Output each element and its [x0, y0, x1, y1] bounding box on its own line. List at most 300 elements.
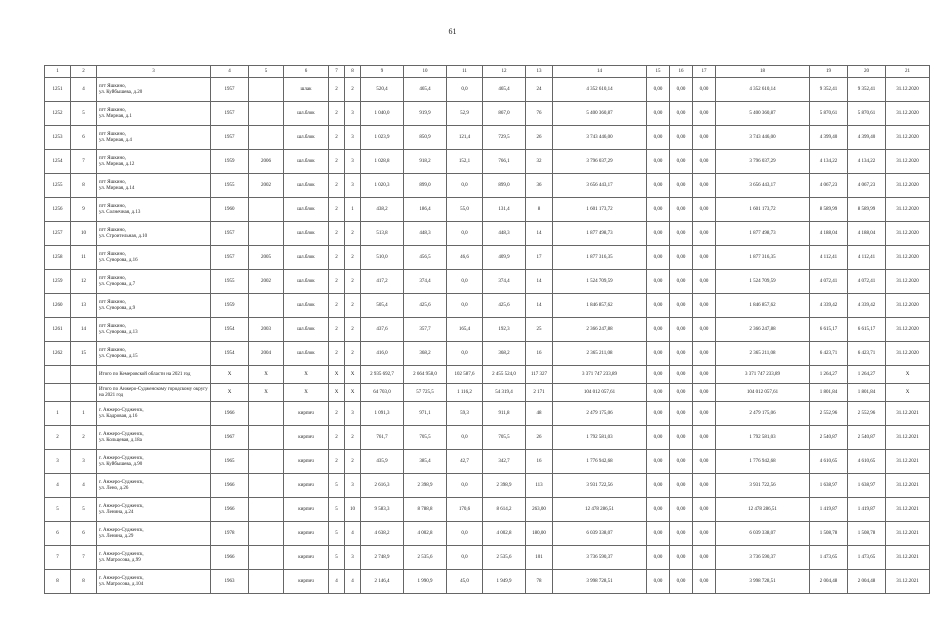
- table-cell: 31.12.2021: [886, 450, 930, 474]
- table-cell: 104 012 057,61: [553, 384, 647, 402]
- table-cell: 1 028,8: [361, 150, 404, 174]
- table-cell: 31.12.2021: [886, 402, 930, 426]
- table-cell: 121,4: [447, 126, 483, 150]
- table-cell: 0,00: [647, 450, 670, 474]
- table-cell: 2 748,9: [361, 546, 404, 570]
- table-cell: [249, 102, 284, 126]
- table-cell: 45,0: [447, 570, 483, 594]
- table-cell: 510,0: [361, 246, 404, 270]
- table-cell: 0,00: [693, 246, 716, 270]
- table-cell: 1959: [211, 294, 249, 318]
- table-cell: 31.12.2020: [886, 318, 930, 342]
- column-number-cell: 18: [716, 66, 810, 78]
- table-cell: 1 040,0: [361, 102, 404, 126]
- table-cell: X: [886, 384, 930, 402]
- table-cell: 2 455 524,0: [483, 366, 526, 384]
- table-cell: 0,00: [647, 366, 670, 384]
- column-number-cell: 15: [647, 66, 670, 78]
- table-cell: [249, 546, 284, 570]
- table-cell: 6: [71, 126, 97, 150]
- address-cell: [97, 342, 211, 366]
- table-cell: 2: [329, 294, 345, 318]
- table-cell: 1955: [211, 174, 249, 198]
- address-street: ул. Кольцевая, д.18а: [99, 437, 142, 443]
- column-number-cell: 6: [284, 66, 329, 78]
- table-cell: 368,2: [404, 342, 447, 366]
- table-cell: шл.блок: [284, 342, 329, 366]
- table-cell: 1251: [45, 78, 71, 102]
- table-cell: 1 508,78: [810, 522, 848, 546]
- table-cell: 2: [45, 426, 71, 450]
- table-cell: 1957: [211, 102, 249, 126]
- table-cell: 1957: [211, 222, 249, 246]
- table-cell: 971,1: [404, 402, 447, 426]
- table-cell: [45, 384, 71, 402]
- table-cell: 4 067,23: [810, 174, 848, 198]
- table-cell: 0,00: [670, 126, 693, 150]
- column-number-cell: 20: [848, 66, 886, 78]
- table-cell: 1 419,87: [810, 498, 848, 522]
- table-cell: 4 188,04: [810, 222, 848, 246]
- table-cell: 0,00: [693, 426, 716, 450]
- table-cell: шл.блок: [284, 126, 329, 150]
- table-cell: 3 796 037,29: [716, 150, 810, 174]
- table-cell: 4 002,8: [404, 522, 447, 546]
- table-cell: 1954: [211, 342, 249, 366]
- table-cell: 3 371 747 233,89: [716, 366, 810, 384]
- table-cell: 0,00: [647, 222, 670, 246]
- table-cell: 2: [345, 342, 361, 366]
- address-cell: [97, 102, 211, 126]
- table-cell: 0,00: [647, 522, 670, 546]
- table-cell: 1: [71, 402, 97, 426]
- address-settlement: г. Анжеро-Судженск,: [99, 431, 144, 437]
- table-cell: 0,00: [693, 126, 716, 150]
- table-cell: 0,00: [647, 102, 670, 126]
- table-cell: 6 615,17: [810, 318, 848, 342]
- table-cell: 4 134,22: [810, 150, 848, 174]
- table-cell: 1 091,3: [361, 402, 404, 426]
- address-cell: [97, 426, 211, 450]
- table-cell: 435,9: [361, 450, 404, 474]
- table-cell: 417,2: [361, 270, 404, 294]
- table-cell: 456,5: [404, 246, 447, 270]
- table-cell: 385,4: [404, 450, 447, 474]
- address-street: ул. Матросова, д.99: [99, 557, 141, 563]
- table-cell: 0,0: [447, 270, 483, 294]
- table-cell: 0,00: [693, 294, 716, 318]
- table-cell: шл.блок: [284, 174, 329, 198]
- table-cell: 2: [345, 318, 361, 342]
- table-cell: 761,7: [361, 426, 404, 450]
- table-cell: 1966: [211, 546, 249, 570]
- address-cell: [97, 270, 211, 294]
- column-number-cell: 10: [404, 66, 447, 78]
- table-cell: 192,3: [483, 318, 526, 342]
- table-cell: 0,00: [670, 174, 693, 198]
- table-cell: 31.12.2020: [886, 102, 930, 126]
- table-cell: 1 508,78: [848, 522, 886, 546]
- table-cell: 55,0: [447, 198, 483, 222]
- table-cell: 867,0: [483, 102, 526, 126]
- table-cell: 10: [345, 498, 361, 522]
- table-cell: 2 479 175,06: [553, 402, 647, 426]
- table-row: [45, 426, 930, 450]
- table-cell: [71, 366, 97, 384]
- table-cell: 0,00: [693, 150, 716, 174]
- table-cell: 1260: [45, 294, 71, 318]
- table-cell: 5: [329, 474, 345, 498]
- table-cell: 1 801,84: [810, 384, 848, 402]
- table-cell: 911,8: [483, 402, 526, 426]
- table-cell: 14: [526, 222, 553, 246]
- table-cell: 4: [71, 474, 97, 498]
- table-cell: X: [211, 366, 249, 384]
- table-cell: кирпич: [284, 426, 329, 450]
- table-cell: 4 072,41: [848, 270, 886, 294]
- table-cell: 2002: [249, 270, 284, 294]
- table-cell: [249, 126, 284, 150]
- table-cell: кирпич: [284, 570, 329, 594]
- table-cell: [71, 384, 97, 402]
- table-cell: 0,00: [693, 222, 716, 246]
- table-cell: 26: [526, 126, 553, 150]
- table-cell: 0,00: [670, 474, 693, 498]
- table-cell: 1: [45, 402, 71, 426]
- address-settlement: г. Анжеро-Судженск,: [99, 527, 144, 533]
- table-cell: 0,00: [670, 402, 693, 426]
- table-cell: 1 846 857,62: [716, 294, 810, 318]
- table-cell: 0,00: [670, 384, 693, 402]
- table-cell: 2: [345, 294, 361, 318]
- table-cell: 31.12.2020: [886, 126, 930, 150]
- address-cell: [97, 450, 211, 474]
- table-cell: [249, 426, 284, 450]
- table-row: [45, 102, 930, 126]
- table-cell: 48: [526, 402, 553, 426]
- table-cell: 0,00: [693, 318, 716, 342]
- column-number-cell: 2: [71, 66, 97, 78]
- table-cell: 2 004,48: [810, 570, 848, 594]
- table-cell: 4 638,2: [361, 522, 404, 546]
- address-cell: [97, 474, 211, 498]
- table-cell: 5 400 360,87: [716, 102, 810, 126]
- table-cell: 0,00: [693, 522, 716, 546]
- table-cell: 2: [345, 246, 361, 270]
- table-cell: 513,8: [361, 222, 404, 246]
- table-row: [45, 198, 930, 222]
- total-row: [45, 366, 930, 384]
- table-cell: 4 072,41: [810, 270, 848, 294]
- table-cell: 3: [345, 102, 361, 126]
- table-cell: 1 638,97: [848, 474, 886, 498]
- table-cell: 0,00: [693, 366, 716, 384]
- address-cell: [97, 78, 211, 102]
- table-cell: 3: [71, 450, 97, 474]
- table-cell: 1 264,27: [848, 366, 886, 384]
- table-cell: 0,00: [647, 318, 670, 342]
- table-cell: 2 540,87: [810, 426, 848, 450]
- table-cell: 31.12.2020: [886, 174, 930, 198]
- address-settlement: пгт Яшкино,: [99, 251, 126, 257]
- table-cell: кирпич: [284, 450, 329, 474]
- table-cell: 102 587,6: [447, 366, 483, 384]
- table-cell: 57 725,5: [404, 384, 447, 402]
- table-cell: 31.12.2021: [886, 522, 930, 546]
- table-cell: 0,00: [647, 174, 670, 198]
- table-cell: 0,0: [447, 174, 483, 198]
- table-cell: 31.12.2020: [886, 150, 930, 174]
- table-cell: 368,2: [483, 342, 526, 366]
- address-cell: [97, 198, 211, 222]
- table-cell: 8: [45, 570, 71, 594]
- table-cell: 1257: [45, 222, 71, 246]
- table-cell: 919,9: [404, 102, 447, 126]
- table-cell: 2: [329, 198, 345, 222]
- table-cell: 0,0: [447, 222, 483, 246]
- table-cell: 0,0: [447, 474, 483, 498]
- table-cell: 180,00: [526, 522, 553, 546]
- table-cell: 7: [71, 546, 97, 570]
- table-cell: 766,1: [483, 150, 526, 174]
- table-cell: 1 419,87: [848, 498, 886, 522]
- table-cell: 4: [329, 570, 345, 594]
- address-cell: [97, 294, 211, 318]
- table-cell: 5 870,61: [810, 102, 848, 126]
- table-cell: 1955: [211, 270, 249, 294]
- address-street: ул. Мирная, д.1: [99, 113, 132, 119]
- table-cell: X: [329, 384, 345, 402]
- table-cell: 520,4: [361, 78, 404, 102]
- table-cell: 0,00: [670, 294, 693, 318]
- table-cell: 24: [526, 78, 553, 102]
- table-cell: 3 931 722,56: [716, 474, 810, 498]
- table-cell: 1255: [45, 174, 71, 198]
- table-cell: 11: [71, 246, 97, 270]
- table-cell: 2: [329, 174, 345, 198]
- table-cell: 0,00: [693, 498, 716, 522]
- table-cell: 5: [329, 498, 345, 522]
- table-cell: X: [211, 384, 249, 402]
- address-street: ул. Суворова, д.9: [99, 305, 136, 311]
- table-cell: 2: [329, 342, 345, 366]
- table-cell: 0,00: [670, 450, 693, 474]
- column-number-row: [45, 66, 930, 78]
- table-cell: 2003: [249, 318, 284, 342]
- table-cell: 4 352 610,14: [716, 78, 810, 102]
- table-cell: 42,7: [447, 450, 483, 474]
- table-cell: 2: [345, 78, 361, 102]
- table-cell: [249, 450, 284, 474]
- address-cell: [97, 522, 211, 546]
- table-cell: 1 524 709,59: [553, 270, 647, 294]
- table-cell: X: [284, 384, 329, 402]
- table-cell: 4 112,41: [848, 246, 886, 270]
- table-cell: 0,00: [670, 546, 693, 570]
- table-cell: 0,00: [693, 342, 716, 366]
- table-cell: шл.блок: [284, 246, 329, 270]
- table-cell: 1 846 857,62: [553, 294, 647, 318]
- table-cell: 76: [526, 102, 553, 126]
- address-street: ул. Мирная, д.14: [99, 185, 135, 191]
- table-cell: 416,0: [361, 342, 404, 366]
- table-cell: 7: [71, 150, 97, 174]
- address-cell: [97, 498, 211, 522]
- table-cell: 0,00: [670, 270, 693, 294]
- table-cell: [249, 522, 284, 546]
- column-number-cell: 14: [553, 66, 647, 78]
- table-cell: 3: [345, 402, 361, 426]
- table-cell: 31.12.2020: [886, 342, 930, 366]
- table-cell: 505,4: [361, 294, 404, 318]
- table-cell: 1253: [45, 126, 71, 150]
- table-cell: 152,1: [447, 150, 483, 174]
- table-cell: 850,9: [404, 126, 447, 150]
- table-cell: 8 788,8: [404, 498, 447, 522]
- table-cell: кирпич: [284, 402, 329, 426]
- table-cell: 170,6: [447, 498, 483, 522]
- table-cell: 3 371 747 233,89: [553, 366, 647, 384]
- table-cell: 0,00: [647, 342, 670, 366]
- table-cell: X: [329, 366, 345, 384]
- table-cell: 4: [345, 522, 361, 546]
- table-cell: 5: [329, 522, 345, 546]
- column-number-cell: 9: [361, 66, 404, 78]
- table-cell: 2: [345, 270, 361, 294]
- table-cell: 1 638,97: [810, 474, 848, 498]
- table-cell: 1957: [211, 78, 249, 102]
- address-settlement: пгт Яшкино,: [99, 179, 126, 185]
- table-row: [45, 342, 930, 366]
- table-row: [45, 498, 930, 522]
- table-row: [45, 570, 930, 594]
- table-cell: X: [249, 384, 284, 402]
- table-cell: [249, 294, 284, 318]
- table-cell: 3: [345, 546, 361, 570]
- address-street: ул. Мирная, д.12: [99, 161, 135, 167]
- table-cell: 0,00: [670, 342, 693, 366]
- column-number-cell: 11: [447, 66, 483, 78]
- total-label: Итого по Кемеровской области на 2021 год: [97, 366, 211, 384]
- table-cell: 8: [526, 198, 553, 222]
- table-cell: 5 400 360,87: [553, 102, 647, 126]
- table-cell: 6: [71, 522, 97, 546]
- table-cell: 0,0: [447, 522, 483, 546]
- table-cell: 0,00: [670, 150, 693, 174]
- table-cell: 465,4: [483, 78, 526, 102]
- address-settlement: г. Анжеро-Судженск,: [99, 407, 144, 413]
- table-cell: 1259: [45, 270, 71, 294]
- table-cell: 0,00: [647, 198, 670, 222]
- table-cell: 2: [329, 402, 345, 426]
- table-cell: 1256: [45, 198, 71, 222]
- table-cell: 4 112,41: [810, 246, 848, 270]
- table-cell: 2: [329, 222, 345, 246]
- table-cell: [249, 498, 284, 522]
- table-cell: 3: [345, 126, 361, 150]
- table-cell: 5 870,61: [848, 102, 886, 126]
- table-cell: 8: [71, 570, 97, 594]
- table-cell: 131,4: [483, 198, 526, 222]
- table-cell: 0,00: [670, 102, 693, 126]
- address-settlement: пгт Яшкино,: [99, 131, 126, 137]
- column-number-cell: 12: [483, 66, 526, 78]
- address-cell: [97, 546, 211, 570]
- table-cell: 0,0: [447, 342, 483, 366]
- table-cell: 8 589,99: [810, 198, 848, 222]
- address-settlement: пгт Яшкино,: [99, 227, 126, 233]
- table-cell: 2 398,9: [404, 474, 447, 498]
- table-cell: 2 146,4: [361, 570, 404, 594]
- column-number-cell: 1: [45, 66, 71, 78]
- table-cell: 78: [526, 570, 553, 594]
- table-cell: 1 473,65: [810, 546, 848, 570]
- table-cell: 14: [71, 318, 97, 342]
- address-settlement: г. Анжеро-Судженск,: [99, 479, 144, 485]
- table-cell: 6: [45, 522, 71, 546]
- table-cell: 0,00: [647, 498, 670, 522]
- address-street: ул. Суворова, д.13: [99, 329, 138, 335]
- address-settlement: г. Анжеро-Судженск,: [99, 503, 144, 509]
- table-cell: кирпич: [284, 498, 329, 522]
- table-cell: 3 656 443,17: [716, 174, 810, 198]
- table-cell: 64 703,0: [361, 384, 404, 402]
- table-cell: 1 601 173,72: [716, 198, 810, 222]
- table-cell: 0,00: [670, 366, 693, 384]
- table-cell: 1959: [211, 150, 249, 174]
- table-cell: шл.блок: [284, 198, 329, 222]
- table-cell: 2: [329, 450, 345, 474]
- table-cell: 357,7: [404, 318, 447, 342]
- address-cell: [97, 150, 211, 174]
- table-cell: 1978: [211, 522, 249, 546]
- table-cell: 0,00: [647, 294, 670, 318]
- table-cell: 1252: [45, 102, 71, 126]
- table-cell: 1 949,9: [483, 570, 526, 594]
- table-cell: 2 535,6: [483, 546, 526, 570]
- table-cell: [249, 474, 284, 498]
- table-cell: 31.12.2021: [886, 546, 930, 570]
- table-cell: 0,00: [670, 222, 693, 246]
- table-cell: шл.блок: [284, 150, 329, 174]
- table-cell: 705,5: [483, 426, 526, 450]
- table-cell: 104 012 057,61: [716, 384, 810, 402]
- table-cell: 448,3: [404, 222, 447, 246]
- table-cell: 32: [526, 150, 553, 174]
- table-cell: 3: [45, 450, 71, 474]
- table-cell: 2: [329, 78, 345, 102]
- address-street: ул. Ленина, д.29: [99, 533, 134, 539]
- table-cell: 438,2: [361, 198, 404, 222]
- table-cell: 117 327: [526, 366, 553, 384]
- table-cell: шл.блок: [284, 270, 329, 294]
- table-cell: 2: [345, 426, 361, 450]
- address-settlement: пгт Яшкино,: [99, 323, 126, 329]
- table-cell: 0,00: [693, 270, 716, 294]
- table-cell: 8 614,2: [483, 498, 526, 522]
- address-settlement: г. Анжеро-Судженск,: [99, 455, 144, 461]
- table-cell: 9 583,3: [361, 498, 404, 522]
- table-cell: 4 188,04: [848, 222, 886, 246]
- address-street: ул. Строительная, д.10: [99, 233, 148, 239]
- address-cell: [97, 246, 211, 270]
- table-cell: 2004: [249, 342, 284, 366]
- column-number-cell: 3: [97, 66, 211, 78]
- table-cell: 31.12.2021: [886, 426, 930, 450]
- column-number-cell: 17: [693, 66, 716, 78]
- table-cell: 6 615,17: [848, 318, 886, 342]
- table-cell: шлак: [284, 78, 329, 102]
